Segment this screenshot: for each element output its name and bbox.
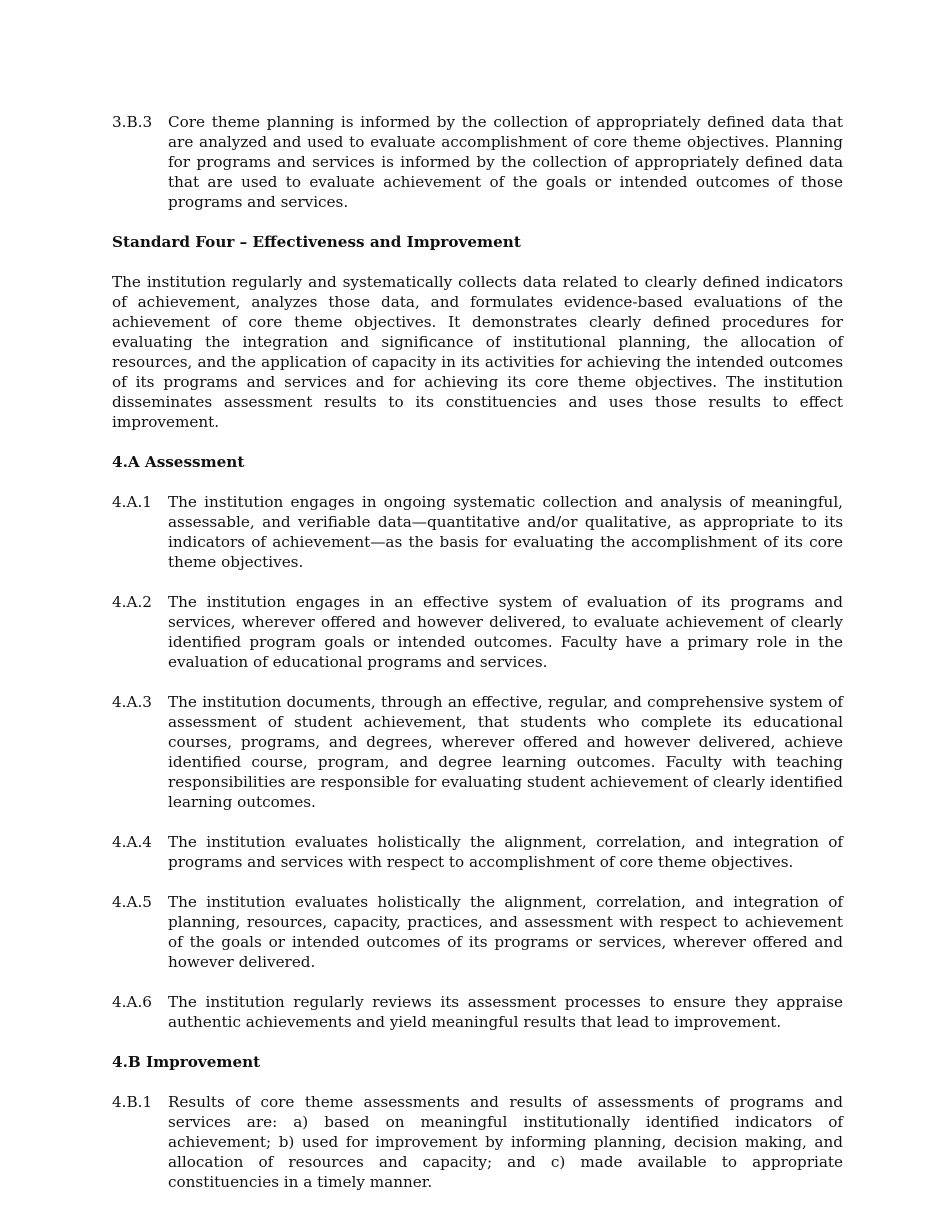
clause-number: 4.A.5 bbox=[112, 893, 152, 911]
clause-4a5 bbox=[112, 892, 843, 972]
clause-4a2 bbox=[112, 592, 843, 672]
clause-number: 4.A.1 bbox=[112, 493, 152, 511]
clause-number: 4.A.6 bbox=[112, 993, 152, 1011]
clause-4a6 bbox=[112, 992, 843, 1032]
standard-four-heading: Standard Four – Effectiveness and Improvement bbox=[112, 233, 521, 251]
standard-four-intro: The institution regularly and systematically collects data related to clearly defined indicators of achievement, analyzes those data, and formulates evidence-based evaluations of the achievement of core theme objectives. It demonstrates clearly defined procedures for evaluating the integration and significance of institutional planning, the allocation of resources, and the application of capacity in its activities for achieving the intended outcomes of its programs and services and for achieving its core theme objectives. The institution disseminates assessment results to its constituencies and uses those results to effect improvement. bbox=[112, 273, 843, 431]
clause-text: The institution engages in an effective system of evaluation of its programs and services, wherever offered and however delivered, to evaluate achievement of clearly identified program goals or intended outcomes. Faculty have a primary role in the evaluation of educational programs and services. bbox=[168, 593, 843, 671]
clause-number: 4.A.4 bbox=[112, 833, 152, 851]
clause-text: Results of core theme assessments and results of assessments of programs and services are: a) based on meaningful institutionally identified indicators of achievement; b) used for improvement by informing planning, decision making, and allocation of resources and capacity; and c) made available to appropriate constituencies in a timely manner. bbox=[168, 1093, 843, 1191]
clause-4b1 bbox=[112, 1092, 843, 1192]
clause-number: 4.A.3 bbox=[112, 693, 152, 711]
clause-text: The institution regularly reviews its assessment processes to ensure they appraise authentic achievements and yield meaningful results that lead to improvement. bbox=[168, 993, 843, 1031]
section-4a-heading: 4.A Assessment bbox=[112, 453, 245, 471]
clause-text: The institution engages in ongoing systematic collection and analysis of meaningful, assessable, and verifiable data—quantitative and/or qualitative, as appropriate to its indicators of achievement—as the basis for evaluating the accomplishment of its core theme objectives. bbox=[168, 493, 843, 571]
clause-text: The institution documents, through an effective, regular, and comprehensive system of assessment of student achievement, that students who complete its educational courses, programs, and degrees, wherever offered and however delivered, achieve identified course, program, and degree learning outcomes. Faculty with teaching responsibilities are responsible for evaluating student achievement of clearly identified learning outcomes. bbox=[168, 693, 843, 811]
clause-4a1 bbox=[112, 492, 843, 572]
clause-text: Core theme planning is informed by the collection of appropriately defined data that are analyzed and used to evaluate accomplishment of core theme objectives. Planning for programs and services is informed by the collection of appropriately defined data that are used to evaluate achievement of the goals or intended outcomes of those programs and services. bbox=[168, 113, 843, 211]
clause-text: The institution evaluates holistically the alignment, correlation, and integration of programs and services with respect to accomplishment of core theme objectives. bbox=[168, 833, 843, 871]
clause-number: 4.B.1 bbox=[112, 1093, 153, 1111]
clause-4a4 bbox=[112, 832, 843, 872]
section-4b-heading: 4.B Improvement bbox=[112, 1053, 261, 1071]
clause-3b3 bbox=[112, 112, 843, 212]
clause-text: The institution evaluates holistically the alignment, correlation, and integration of planning, resources, capacity, practices, and assessment with respect to achievement of the goals or intended outcomes of its programs or services, wherever offered and however delivered. bbox=[168, 893, 843, 971]
clause-number: 4.A.2 bbox=[112, 593, 152, 611]
clause-4a3 bbox=[112, 692, 843, 812]
clause-number: 3.B.3 bbox=[112, 113, 153, 131]
